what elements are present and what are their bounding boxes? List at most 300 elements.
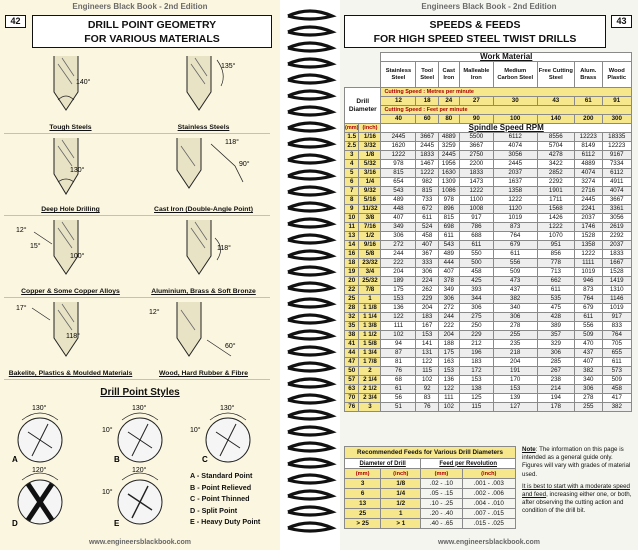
rpm-value: 393: [459, 286, 493, 295]
spiral-coil: [288, 171, 332, 179]
left-title-line2: FOR VARIOUS MATERIALS: [84, 33, 220, 45]
rpm-value: 2292: [537, 178, 575, 187]
angle-label: 90°: [239, 161, 250, 168]
diameter-inch: 1: [359, 295, 381, 304]
rpm-value: 306: [537, 349, 575, 358]
right-page: [340, 0, 638, 550]
rpm-value: 250: [459, 322, 493, 331]
material-header: Medium Carbon Steel: [493, 62, 537, 88]
style-letter: A: [12, 455, 18, 464]
rpm-value: 6112: [575, 151, 602, 160]
rpm-value: 81: [381, 358, 416, 367]
right-title: [344, 15, 606, 48]
table-row: [345, 241, 632, 250]
rpm-value: 978: [381, 160, 416, 169]
diameter-mm: 32: [345, 313, 359, 322]
rpm-value: 1711: [537, 196, 575, 205]
right-page-number: 43: [611, 15, 632, 28]
rpm-value: 1358: [493, 187, 537, 196]
rpm-value: 705: [602, 340, 632, 349]
rpm-value: 1528: [602, 268, 632, 277]
diameter-inch: 1 1/2: [359, 331, 381, 340]
rpm-value: 238: [537, 376, 575, 385]
table-row: [345, 286, 632, 295]
rpm-value: 285: [537, 358, 575, 367]
rpm-value: 654: [381, 178, 416, 187]
feed-unit: (inch): [462, 469, 515, 479]
rpm-value: 102: [438, 403, 459, 412]
rpm-value: 167: [416, 322, 438, 331]
rpm-value: 12223: [602, 142, 632, 151]
angle-label: 120°: [32, 467, 47, 474]
rpm-value: 2241: [575, 205, 602, 214]
rpm-value: 1019: [602, 304, 632, 313]
diameter-mm: 25: [345, 295, 359, 304]
rpm-value: 333: [416, 259, 438, 268]
feed-feed-mm: .02 - .10: [421, 479, 462, 489]
rpm-value: 3667: [416, 133, 438, 142]
rpm-value: 2852: [537, 169, 575, 178]
rpm-value: 698: [438, 223, 459, 232]
diameter-inch: 7/8: [359, 286, 381, 295]
diameter-inch: 1/4: [359, 178, 381, 187]
rpm-value: 982: [416, 178, 438, 187]
rpm-value: 204: [493, 358, 537, 367]
rpm-value: 1833: [602, 250, 632, 259]
rpm-value: 815: [381, 169, 416, 178]
left-page: [0, 0, 280, 550]
drill-tip-diagram: [14, 54, 124, 118]
rpm-value: 382: [602, 403, 632, 412]
rpm-value: 229: [459, 331, 493, 340]
cutting-speed-fpm: 100: [493, 115, 537, 124]
spiral-coil: [288, 475, 332, 483]
rpm-value: 163: [438, 358, 459, 367]
cutting-speed-mpm: 18: [416, 97, 438, 106]
rpm-value: 713: [537, 268, 575, 277]
cutting-speed-fpm: 200: [575, 115, 602, 124]
rpm-value: 56: [381, 394, 416, 403]
rpm-value: 655: [602, 349, 632, 358]
rpm-value: 1008: [459, 205, 493, 214]
spiral-coil: [288, 507, 332, 515]
rpm-value: 389: [537, 322, 575, 331]
rpm-value: 306: [416, 268, 438, 277]
rpm-value: 458: [459, 268, 493, 277]
rpm-value: 489: [381, 196, 416, 205]
rpm-value: 1528: [575, 232, 602, 241]
rpm-value: 611: [416, 214, 438, 223]
diameter-mm: 47: [345, 358, 359, 367]
geo-label: Aluminium, Brass & Soft Bronze: [151, 288, 256, 295]
rpm-value: 349: [438, 286, 459, 295]
style-letter: D: [12, 519, 18, 528]
rpm-value: 102: [416, 376, 438, 385]
spiral-binding: [282, 0, 338, 550]
unit-inch: (inch): [359, 124, 381, 133]
diameter-mm: 2.5: [345, 142, 359, 151]
rpm-value: 1746: [575, 223, 602, 232]
table-row: [345, 403, 632, 412]
rpm-value: 407: [575, 358, 602, 367]
diameter-inch: 3: [359, 403, 381, 412]
rpm-value: 4074: [575, 169, 602, 178]
diameter-inch: 2 3/4: [359, 394, 381, 403]
rpm-value: 1667: [602, 259, 632, 268]
materials-row: [345, 62, 632, 88]
rpm-value: 111: [381, 322, 416, 331]
rpm-value: 175: [381, 286, 416, 295]
feed-inch: 1/8: [381, 479, 421, 489]
diameter-inch: 11/32: [359, 205, 381, 214]
diameter-mm: 57: [345, 376, 359, 385]
feed-body: [345, 479, 516, 529]
feed-unit: (mm): [345, 469, 381, 479]
diameter-mm: 6: [345, 178, 359, 187]
diameter-mm: 4: [345, 160, 359, 169]
rpm-value: 153: [416, 331, 438, 340]
table-row: [345, 509, 516, 519]
spiral-coils: [288, 11, 332, 531]
rpm-value: 222: [438, 322, 459, 331]
rpm-value: 556: [575, 322, 602, 331]
rpm-value: 458: [416, 232, 438, 241]
diameter-mm: 18: [345, 259, 359, 268]
rpm-value: 196: [459, 349, 493, 358]
rpm-value: 1222: [575, 250, 602, 259]
spiral-coil: [288, 491, 332, 499]
angle-label: 10°: [102, 427, 113, 434]
rpm-value: 3667: [459, 142, 493, 151]
rpm-value: 3422: [537, 160, 575, 169]
rpm-value: 6112: [493, 133, 537, 142]
rpm-value: 1120: [493, 205, 537, 214]
rpm-value: 407: [416, 241, 438, 250]
table-row: [345, 214, 632, 223]
rpm-value: 437: [575, 349, 602, 358]
rpm-value: 1901: [537, 187, 575, 196]
rpm-value: 183: [416, 313, 438, 322]
diameter-mm: 11: [345, 223, 359, 232]
note-block: [522, 446, 632, 520]
table-row: [345, 499, 516, 509]
style-letter: E: [114, 519, 120, 528]
drill-tip-diagram: [147, 218, 257, 282]
rpm-value: 183: [459, 358, 493, 367]
table-row: [345, 250, 632, 259]
rpm-value: 244: [438, 313, 459, 322]
rpm-value: 815: [416, 187, 438, 196]
rpm-value: 3274: [575, 178, 602, 187]
rpm-value: 340: [575, 376, 602, 385]
feed-feed-mm: .40 - .65: [421, 519, 462, 529]
table-row: [345, 313, 632, 322]
spiral-coil: [288, 11, 332, 19]
table-row: [345, 160, 632, 169]
rpm-value: 229: [416, 295, 438, 304]
right-footer: www.engineersblackbook.com: [437, 539, 541, 546]
rpm-value: 873: [575, 286, 602, 295]
rpm-value: 278: [493, 322, 537, 331]
rpm-value: 340: [493, 304, 537, 313]
angle-label: 130°: [132, 405, 147, 412]
rpm-value: 4911: [602, 178, 632, 187]
diameter-mm: 10: [345, 214, 359, 223]
rpm-value: 2292: [602, 232, 632, 241]
table-row: [345, 169, 632, 178]
table-row: [345, 268, 632, 277]
rpm-value: 3056: [602, 214, 632, 223]
rpm-value: 218: [493, 349, 537, 358]
rpm-value: 235: [493, 340, 537, 349]
rpm-value: 786: [459, 223, 493, 232]
rpm-value: 1111: [575, 259, 602, 268]
material-header: Stainless Steel: [381, 62, 416, 88]
cutting-speed-mpm: 30: [493, 97, 537, 106]
cutting-speed-mpm: 43: [537, 97, 575, 106]
geo-label: Bakelite, Plastics & Moulded Materials: [8, 370, 133, 377]
rpm-value: 2037: [602, 241, 632, 250]
rpm-value: 194: [537, 394, 575, 403]
rpm-value: 153: [381, 295, 416, 304]
diameter-inch: 2 1/2: [359, 385, 381, 394]
rpm-value: 191: [493, 367, 537, 376]
diameter-mm: 70: [345, 394, 359, 403]
rpm-value: 611: [537, 286, 575, 295]
rpm-value: 672: [416, 205, 438, 214]
rpm-value: 1358: [575, 241, 602, 250]
rpm-value: 425: [459, 277, 493, 286]
rpm-value: 1833: [416, 151, 438, 160]
left-page-number: 42: [5, 15, 26, 28]
note-paragraph-2: [522, 483, 632, 516]
rpm-value: 946: [575, 277, 602, 286]
legend-item: E - Heavy Duty Point: [190, 517, 261, 526]
rpm-value: 1467: [416, 160, 438, 169]
angle-label: 60°: [225, 343, 236, 350]
spiral-coil: [288, 203, 332, 211]
table-row: [345, 187, 632, 196]
diameter-mm: 44: [345, 349, 359, 358]
rpm-value: 12223: [575, 133, 602, 142]
diameter-inch: 9/32: [359, 187, 381, 196]
rpm-value: 1419: [602, 277, 632, 286]
rpm-value: 1222: [459, 187, 493, 196]
diameter-inch: 9/16: [359, 241, 381, 250]
rpm-value: 2445: [493, 160, 537, 169]
note-text-1: : The information on this page is intended as a general guide only. Figures will vary with grades of material used.: [522, 446, 631, 478]
rpm-value: 611: [493, 250, 537, 259]
spiral-coil: [288, 251, 332, 259]
rpm-value: 611: [438, 232, 459, 241]
rpm-value: 153: [438, 367, 459, 376]
rpm-value: 115: [459, 403, 493, 412]
rpm-value: 2200: [459, 160, 493, 169]
spiral-coil: [288, 395, 332, 403]
table-row: [345, 205, 632, 214]
rpm-value: 3361: [602, 205, 632, 214]
feed-feed-inch: .015 - .025: [462, 519, 515, 529]
diameter-inch: 1 1/8: [359, 304, 381, 313]
diameter-mm: 22: [345, 286, 359, 295]
rpm-value: 458: [602, 385, 632, 394]
legend-item: B - Point Relieved: [190, 482, 252, 492]
rpm-value: 278: [575, 394, 602, 403]
angle-label: 100°: [70, 253, 85, 260]
table-row: [345, 151, 632, 160]
spiral-coil: [288, 299, 332, 307]
table-row: [345, 376, 632, 385]
rpm-value: 3259: [438, 142, 459, 151]
angle-label: 17°: [16, 305, 27, 312]
cutting-speed-fpm: 140: [537, 115, 575, 124]
spiral-coil: [288, 59, 332, 67]
mpm-row: [345, 97, 632, 106]
note-paragraph-1: [522, 446, 632, 479]
diameter-inch: 5/16: [359, 196, 381, 205]
rpm-value: 535: [537, 295, 575, 304]
rpm-value: 543: [381, 187, 416, 196]
rpm-value: 141: [416, 340, 438, 349]
rpm-value: 1019: [493, 214, 537, 223]
feed-mm: 3: [345, 479, 381, 489]
rpm-value: 175: [438, 349, 459, 358]
spiral-coil: [288, 283, 332, 291]
cutting-speed-fpm: 80: [438, 115, 459, 124]
rpm-value: 778: [537, 259, 575, 268]
diameter-inch: 3/4: [359, 268, 381, 277]
rpm-value: 1630: [438, 169, 459, 178]
rpm-value: 8556: [537, 133, 575, 142]
angle-label: 10°: [102, 489, 113, 496]
rpm-value: 1426: [537, 214, 575, 223]
rpm-body: [345, 133, 632, 412]
rpm-value: 102: [381, 331, 416, 340]
rpm-value: 1620: [381, 142, 416, 151]
spiral-coil: [288, 43, 332, 51]
feed-inch: > 1: [381, 519, 421, 529]
material-header: Tool Steel: [416, 62, 438, 88]
diameter-mm: 28: [345, 304, 359, 313]
spiral-coil: [288, 267, 332, 275]
table-row: [345, 479, 516, 489]
right-title-line1: SPEEDS & FEEDS: [429, 19, 521, 31]
rpm-value: 3056: [493, 151, 537, 160]
diameter-mm: 14: [345, 241, 359, 250]
rpm-value: 76: [416, 403, 438, 412]
rpm-value: 4278: [537, 151, 575, 160]
rpm-value: 122: [416, 358, 438, 367]
rpm-value: 1146: [602, 295, 632, 304]
spiral-coil: [288, 155, 332, 163]
rpm-value: 344: [459, 295, 493, 304]
rpm-value: 764: [493, 232, 537, 241]
diameter-mm: 35: [345, 322, 359, 331]
rpm-value: 214: [537, 385, 575, 394]
rpm-value: 76: [381, 367, 416, 376]
angle-label: 15°: [30, 243, 41, 250]
rpm-value: 5704: [537, 142, 575, 151]
angle-label: 118°: [66, 333, 80, 340]
diameter-inch: 1 1/4: [359, 313, 381, 322]
diameter-inch: 2: [359, 367, 381, 376]
rpm-value: 87: [381, 349, 416, 358]
material-header: Cast Iron: [438, 62, 459, 88]
rpm-value: 306: [459, 304, 493, 313]
rpm-value: 153: [459, 376, 493, 385]
table-row: [345, 394, 632, 403]
feed-inch: 1/2: [381, 499, 421, 509]
geo-cell: [137, 134, 270, 216]
diameter-mm: 5: [345, 169, 359, 178]
style-letter: C: [202, 455, 208, 464]
rpm-value: 204: [381, 268, 416, 277]
drill-tip-diagram: [147, 300, 257, 364]
diameter-mm: 19: [345, 268, 359, 277]
rpm-value: 275: [459, 313, 493, 322]
diameter-inch: 1/2: [359, 232, 381, 241]
rpm-value: 509: [493, 268, 537, 277]
cutting-speed-mpm: 91: [602, 97, 632, 106]
spiral-coil: [288, 411, 332, 419]
feed-table-title: Recommended Feeds for Various Drill Diameters: [345, 447, 516, 459]
feed-feed-inch: .004 - .010: [462, 499, 515, 509]
note-text-2: , increasing either one, or both, after observing the cutting action and condition of the drill bit.: [522, 491, 632, 515]
note-label: Note: [522, 446, 536, 453]
geo-cell: [137, 216, 270, 298]
diameter-inch: 3/16: [359, 169, 381, 178]
table-row: [345, 349, 632, 358]
rpm-value: 188: [438, 340, 459, 349]
rpm-value: 306: [438, 295, 459, 304]
cutting-speed-mpm: 61: [575, 97, 602, 106]
rpm-value: 204: [416, 304, 438, 313]
rpm-value: 255: [575, 403, 602, 412]
rpm-value: 1568: [537, 205, 575, 214]
feeds-table: [344, 446, 516, 529]
material-header: Alum. Brass: [575, 62, 602, 88]
cutting-speed-fpm: 40: [381, 115, 416, 124]
table-row: [345, 304, 632, 313]
rpm-value: 178: [537, 403, 575, 412]
drill-geometry-grid: [4, 52, 270, 380]
rpm-value: 212: [459, 340, 493, 349]
table-row: [345, 232, 632, 241]
feed-mm: 25: [345, 509, 381, 519]
rpm-value: 428: [537, 313, 575, 322]
feed-mm: 13: [345, 499, 381, 509]
diameter-inch: 23/32: [359, 259, 381, 268]
rpm-value: 407: [438, 268, 459, 277]
rpm-value: 172: [459, 367, 493, 376]
rpm-value: 1956: [438, 160, 459, 169]
rpm-value: 917: [459, 214, 493, 223]
table-row: [345, 142, 632, 151]
feed-feed-mm: .05 - .15: [421, 489, 462, 499]
rpm-value: 170: [493, 376, 537, 385]
rpm-value: 764: [602, 331, 632, 340]
spiral-coil: [288, 459, 332, 467]
rpm-value: 1222: [381, 151, 416, 160]
rpm-value: 127: [493, 403, 537, 412]
drill-diameter-label: Drill Diameter: [345, 88, 381, 124]
diameter-inch: 5/8: [359, 250, 381, 259]
table-row: [345, 340, 632, 349]
rpm-value: 2445: [575, 196, 602, 205]
angle-label: 130°: [220, 405, 235, 412]
rpm-value: 448: [381, 205, 416, 214]
legend-item: D - Split Point: [190, 505, 238, 515]
